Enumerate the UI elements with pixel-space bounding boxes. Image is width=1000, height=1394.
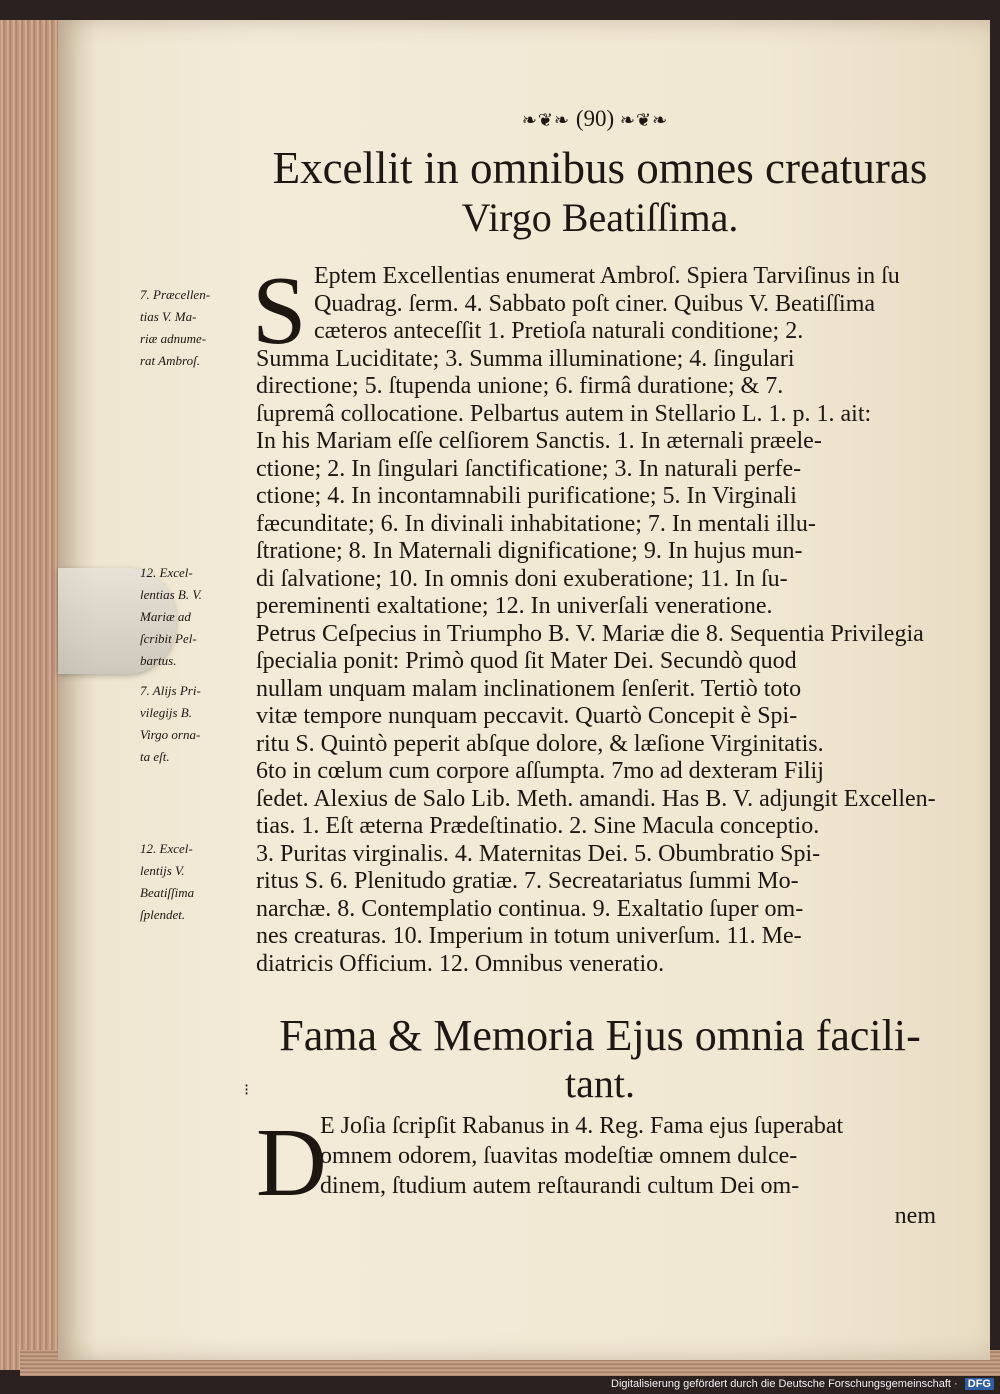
margin-note-3 — [140, 680, 252, 768]
margin-note-line: ſplendet. — [140, 907, 186, 922]
margin-note-line: 7. Alijs Pri- — [140, 683, 201, 698]
margin-note-line: Beatiſſima — [140, 885, 195, 900]
margin-note-line: ſcribit Pel- — [140, 631, 197, 646]
text-line: Petrus Ceſpecius in Triumpho B. V. Mariæ die 8. Sequentia Privilegia — [256, 620, 924, 647]
ornament-right-icon: ❧❦❧ — [619, 110, 669, 130]
text-line: pereminenti exaltatione; 12. In univerſali veneratione. — [256, 593, 773, 619]
text-line: In his Mariam eſſe celſiorem Sanctis. 1. In æternali præele- — [256, 428, 822, 454]
text-line: ctione; 4. In incontamnabili purificatione; 5. In Virginali — [256, 483, 797, 509]
text-line: cæteros anteceſſit 1. Pretioſa naturali conditione; 2. — [314, 318, 804, 344]
text-line: ſedet. Alexius de Salo Lib. Meth. amandi. Has B. V. adjungit Excellen- — [256, 785, 936, 812]
page-header — [495, 106, 695, 132]
footer-text: Digitalisierung gefördert durch die Deutsche Forschungsgemeinschaft · — [611, 1378, 958, 1390]
text-line: ritu S. Quintò peperit abſque dolore, & læſione Virginitatis. — [256, 730, 824, 757]
dropcap-s: S — [252, 257, 307, 365]
section-title-2-line-2: tant. — [565, 1061, 635, 1106]
margin-note-line: lentijs V. — [140, 863, 185, 878]
margin-note-4 — [140, 838, 252, 926]
margin-note-line: Mariæ ad — [140, 609, 191, 624]
margin-note-line: 12. Excel- — [140, 565, 193, 580]
section-title-1-line-2: Virgo Beatiſſima. — [461, 195, 739, 240]
margin-note-line: tias V. Ma- — [140, 309, 197, 324]
digitization-footer — [611, 1378, 994, 1390]
text-line: E Joſia ſcripſit Rabanus in 4. Reg. Fama ejus ſuperabat — [320, 1113, 844, 1139]
text-line: nes creaturas. 10. Imperium in totum univerſum. 11. Me- — [256, 923, 802, 949]
text-line: narchæ. 8. Contemplatio continua. 9. Exaltatio ſuper om- — [256, 895, 804, 922]
text-line: fæcunditate; 6. In divinali inhabitatione; 7. In mentali illu- — [256, 510, 816, 537]
margin-note-line: bartus. — [140, 653, 177, 668]
text-line: ritus S. 6. Plenitudo gratiæ. 7. Secreatariatus ſummi Mo- — [256, 868, 799, 894]
margin-note-line: riæ adnume- — [140, 331, 207, 346]
text-line: Eptem Excellentias enumerat Ambroſ. Spiera Tarviſinus in ſu — [314, 263, 900, 289]
margin-note-1 — [140, 284, 252, 372]
text-line: ſupremâ collocatione. Pelbartus autem in Stellario L. 1. p. 1. ait: — [256, 400, 872, 427]
text-line: directione; 5. ſtupenda unione; 6. firmâ duratione; & 7. — [256, 373, 784, 399]
text-line: ſtratione; 8. In Maternali dignificatione; 9. In hujus mun- — [256, 538, 803, 564]
margin-note-line: lentias B. V. — [140, 587, 202, 602]
text-line: nullam unquam malam inclinationem ſenſerit. Tertiò toto — [256, 675, 802, 702]
text-line: 3. Puritas virginalis. 4. Maternitas Dei. 5. Obumbratio Spi- — [256, 840, 821, 867]
margin-note-line: rat Ambroſ. — [140, 353, 200, 368]
text-line: Summa Luciditate; 3. Summa illuminatione; 4. ſingulari — [256, 345, 795, 372]
text-line: dinem, ſtudium autem reſtaurandi cultum Dei om- — [320, 1173, 800, 1199]
margin-note-2 — [140, 562, 252, 672]
ornament-left-icon: ❧❦❧ — [521, 110, 571, 130]
text-line: tias. 1. Eſt æterna Prædeſtinatio. 2. Sine Macula conceptio. — [256, 813, 820, 839]
text-line: vitæ tempore nunquam peccavit. Quartò Concepit è Spi- — [256, 703, 798, 729]
dropcap-d: D — [256, 1109, 327, 1217]
margin-note-line: 7. Præcellen- — [140, 287, 211, 302]
section-title-1-line-1: Excellit in omnibus omnes creaturas — [272, 143, 928, 193]
margin-note-line: vilegijs B. — [140, 705, 192, 720]
section-title-2-line-1: Fama & Memoria Ejus omnia facili- — [279, 1011, 921, 1060]
text-line: ctione; 2. In ſingulari ſanctificatione; 3. In naturali perfe- — [256, 455, 802, 482]
dfg-logo: DFG — [965, 1378, 994, 1390]
text-line: 6to in cœlum cum corpore aſſumpta. 7mo ad dexteram Filij — [256, 758, 824, 784]
margin-note-line: Virgo orna- — [140, 727, 201, 742]
text-line: Quadrag. ſerm. 4. Sabbato poſt ciner. Quibus V. Beatiſſima — [314, 290, 876, 317]
margin-note-line: ta eſt. — [140, 749, 170, 764]
margin-mark: ⁝ — [244, 1082, 250, 1099]
text-line: omnem odorem, ſuavitas modeſtiæ omnem dulce- — [320, 1143, 798, 1169]
page-number: (90) — [575, 106, 615, 131]
text-line: di ſalvatione; 10. In omnis doni exuberatione; 11. In ſu- — [256, 565, 788, 592]
margin-note-line: 12. Excel- — [140, 841, 193, 856]
text-line: nem — [894, 1203, 936, 1229]
text-line: diatricis Officium. 12. Omnibus veneratio. — [256, 950, 665, 977]
text-line: ſpecialia ponit: Primò quod ſit Mater Dei. Secundò quod — [256, 648, 797, 674]
